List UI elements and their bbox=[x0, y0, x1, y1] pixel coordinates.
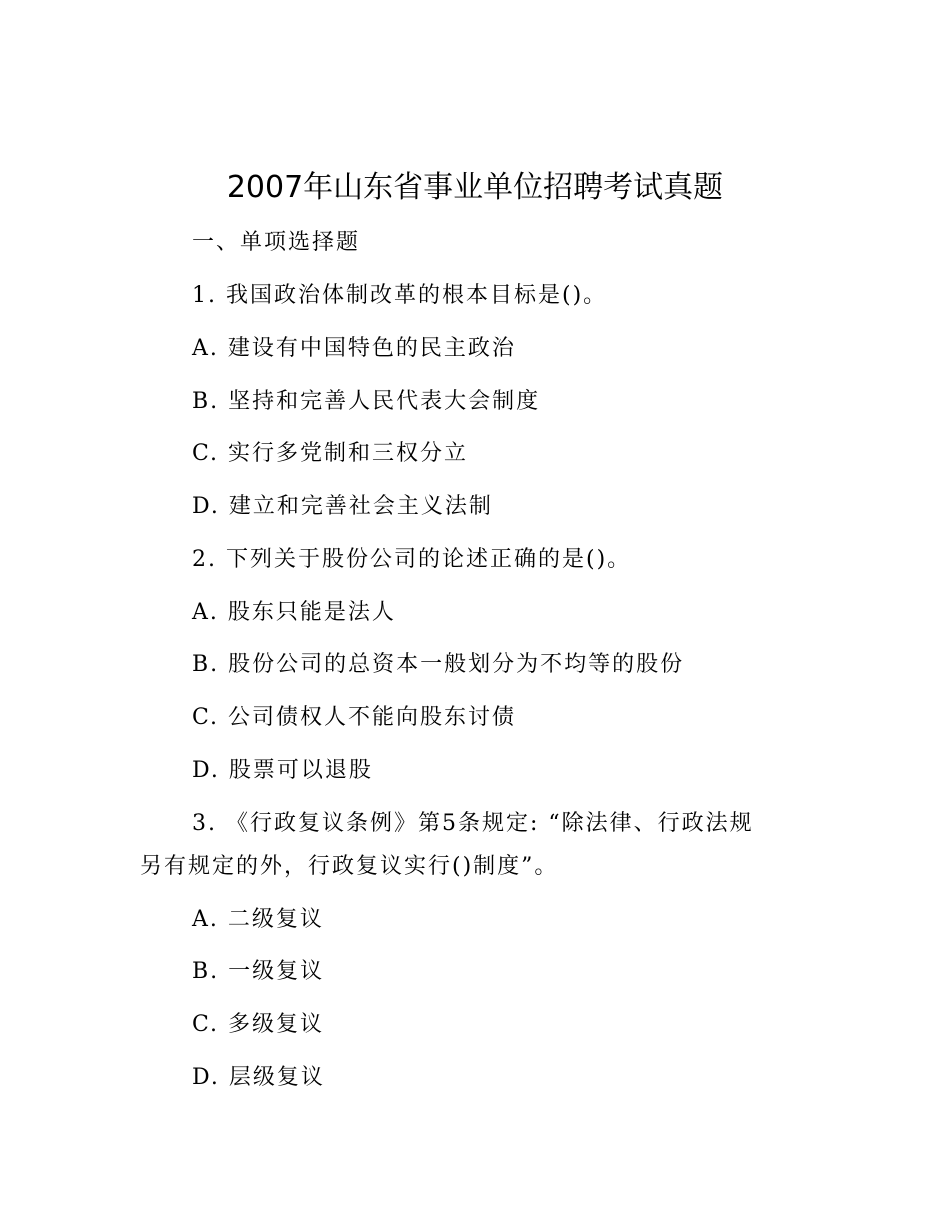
question-3-option-a: A. 二级复议 bbox=[192, 907, 324, 932]
question-3-stem-line-2: 另有规定的外，行政复议实行()制度”。 bbox=[140, 854, 559, 879]
question-3-stem-line-1: 3. 《行政复议条例》第5条规定: “除法律、行政法规 bbox=[192, 811, 754, 836]
question-3-option-c: C. 多级复议 bbox=[192, 1012, 325, 1037]
question-2-option-d: D. 股票可以退股 bbox=[192, 758, 373, 783]
question-3-option-d: D. 层级复议 bbox=[192, 1065, 325, 1090]
question-2-option-a: A. 股东只能是法人 bbox=[192, 600, 396, 625]
question-1-option-a: A. 建设有中国特色的民主政治 bbox=[192, 336, 516, 361]
question-2-option-c: C. 公司债权人不能向股东讨债 bbox=[192, 705, 517, 730]
question-1-option-b: B. 坚持和完善人民代表大会制度 bbox=[192, 389, 541, 414]
question-1-stem: 1. 我国政治体制改革的根本目标是()。 bbox=[192, 283, 608, 308]
question-3-option-b: B. 一级复议 bbox=[192, 959, 325, 984]
question-1-option-c: C. 实行多党制和三权分立 bbox=[192, 441, 469, 466]
section-heading: 一、单项选择题 bbox=[192, 230, 361, 255]
document-title: 2007年山东省事业单位招聘考试真题 bbox=[226, 170, 724, 205]
question-2-stem: 2. 下列关于股份公司的论述正确的是()。 bbox=[192, 547, 632, 572]
question-1-option-d: D. 建立和完善社会主义法制 bbox=[192, 494, 493, 519]
question-2-option-b: B. 股份公司的总资本一般划分为不均等的股份 bbox=[192, 652, 685, 677]
